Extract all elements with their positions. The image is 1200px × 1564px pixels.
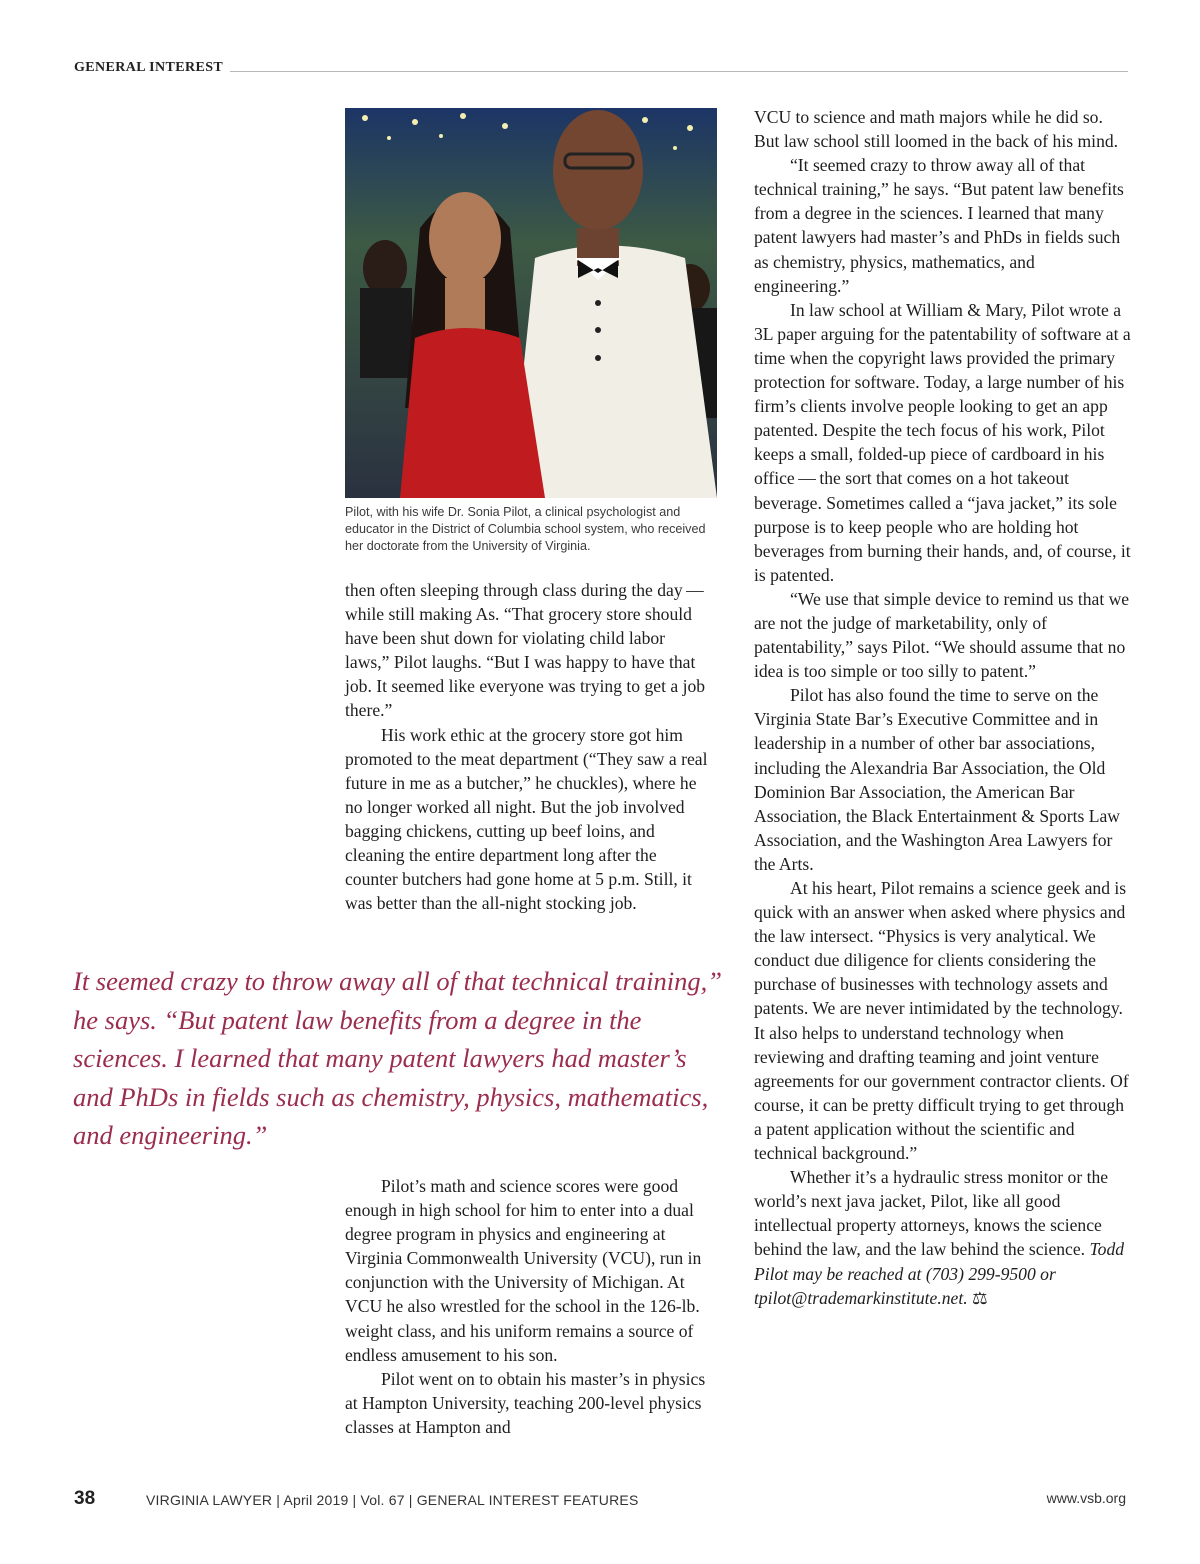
website-url: www.vsb.org — [1046, 1490, 1126, 1506]
paragraph: Pilot went on to obtain his master’s in physics at Hampton University, teaching 200-level physics classes at Hampton and — [345, 1368, 706, 1437]
paragraph-final — [754, 1165, 1132, 1310]
paragraph-text: Whether it’s a hydraulic stress monitor or the world’s next java jacket, Pilot, like all good intellectual property attorneys, knows the science behind the law, and the law behind the science. — [754, 1167, 1109, 1260]
contact-signoff: Todd Pilot may be reached at (703) 299-9500 or tpilot@trademarkinstitute.net. — [754, 1239, 1125, 1308]
column-1-bottom — [345, 1174, 710, 1439]
column-1-top — [345, 578, 710, 915]
paragraph: “We use that simple device to remind us that we are not the judge of marketability, only of patentability,” says Pilot. “We should assume that no idea is too simple or too silly to patent.” — [754, 588, 1130, 682]
paragraph: VCU to science and math majors while he did so. But law school still loomed in the back of his mind. — [754, 107, 1119, 152]
paragraph: At his heart, Pilot remains a science geek and is quick with an answer when asked where physics and the law intersect. “Physics is very analytical. We conduct due diligence for clients considering the purchase of businesses with technology assets and patents. We are never intimidated by the technology. It also helps to understand technology when reviewing and drafting teaming and joint venture agreements for our government contractor clients. Of course, it can be pretty difficult trying to get through a patent application without the scientific and technical background.” — [754, 878, 1129, 1164]
paragraph: then often sleeping through class during the day — while still making As. “That grocery store should have been shut down for violating child labor laws,” Pilot laughs. “But I was happy to have that job. It seemed like everyone was trying to get a job there.” — [345, 580, 708, 721]
paragraph: His work ethic at the grocery store got him promoted to the meat department (“They saw a real future in me as a butcher,” he chuckles), where he no longer worked all night. But the job involved bagging chickens, cutting up beef loins, and cleaning the entire department long after the counter butchers had gone home at 5 p.m. Still, it was better than the all-night stocking job. — [345, 724, 708, 914]
paragraph: Pilot’s math and science scores were good enough in high school for him to enter into a dual degree program in physics and engineering at Virginia Commonwealth University (VCU), run in conjunction with the University of Michigan. At VCU he also wrestled for the school in the 126-lb. weight class, and his uniform remains a source of endless amusement to his son. — [345, 1176, 702, 1365]
photo-caption: Pilot, with his wife Dr. Sonia Pilot, a clinical psychologist and educator in the District of Columbia school system, who received her doctorate from the University of Virginia. — [345, 505, 706, 553]
pull-quote: It seemed crazy to throw away all of that technical training,” he says. “But patent law benefits from a degree in the sciences. I learned that many patent lawyers had master’s and PhDs in fields such as chemistry, physics, mathematics, and engineering.” — [73, 966, 722, 1150]
header-rule — [230, 71, 1128, 72]
scales-end-icon: ⚖ — [972, 1287, 988, 1308]
paragraph: In law school at William & Mary, Pilot wrote a 3L paper arguing for the patentability of software at a time when the copyright laws provided the primary protection for software. Today, a large number of his firm’s clients involve people looking to get an app patented. Despite the tech focus of his work, Pilot keeps a small, folded-up piece of cardboard in his office — the sort that comes on a hot takeout beverage. Sometimes called a “java jacket,” its sole purpose is to keep people who are holding hot beverages from burning their hands, and, of course, it is patented. — [754, 299, 1131, 585]
paragraph: Pilot has also found the time to serve on the Virginia State Bar’s Executive Committee and in leadership in a number of other bar associations, including the Alexandria Bar Association, the Old Dominion Bar Association, the American Bar Association, the Black Entertainment & Sports Law Association, and the Washington Area Lawyers for the Arts. — [754, 685, 1120, 874]
couple-photo — [345, 108, 717, 498]
section-heading: GENERAL INTEREST — [74, 60, 224, 75]
page-number: 38 — [74, 1488, 96, 1509]
paragraph: “It seemed crazy to throw away all of that technical training,” he says. “But patent law benefits from a degree in the sciences. I learned that many patent lawyers had master’s and PhDs in fields such as chemistry, physics, mathematics, and engineering.” — [754, 155, 1124, 296]
column-2 — [754, 105, 1132, 1310]
publication-line: VIRGINIA LAWYER | April 2019 | Vol. 67 | GENERAL INTEREST FEATURES — [146, 1492, 639, 1508]
